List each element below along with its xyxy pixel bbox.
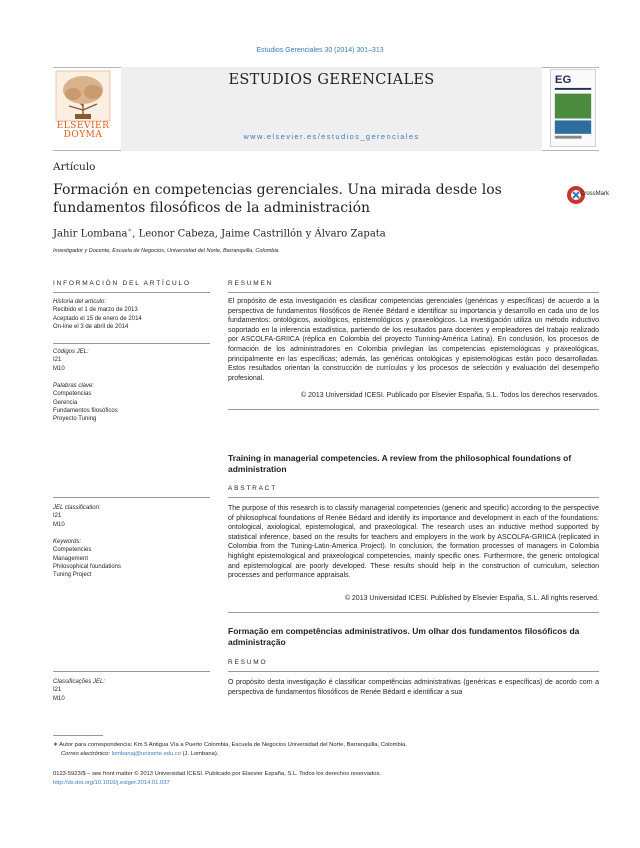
keywords-en <box>53 538 210 579</box>
history-received: Recibido el 1 de marzo de 2013 <box>53 307 138 314</box>
divider <box>53 497 210 498</box>
article-info-heading: INFORMACIÓN DEL ARTÍCULO <box>53 280 191 287</box>
resumen-text: El propósito de esta investigación es clasificar competencias gerenciales (genéricas y específicas) de acuerdo a la perspectiva de fundamentos filosóficos de Renée Bédard e identificar su importancia y desarrollo en cada uno de los fundamentos: ontológicos, axiológicos, epistemológicos y praxeológicos. La investigación utiliza un método inductivo soportado en la inferencia estadística, partiendo de los resultados para docentes y empleadores del trabajo realizado por ASCOLFA-GRIICA (réplica en Colombia del proyecto Tunning-América Latina). En conclusión, los procesos de formación de los administradores en Colombia privilegian las competencias epistemológicas y praxeológicas, principalmente en las específicas; además, las genéricas ontológicas y epistemológicas están poco desarrolladas. Estos resultados orientan la construcción de currículos y los procesos de selección y evaluación del desempeño profesional. <box>228 298 599 382</box>
email-label: Correo electrónico: <box>61 751 110 757</box>
jel-label: Códigos JEL: <box>53 349 89 355</box>
keyword: Competencias <box>53 391 92 398</box>
jel-codes-es <box>53 348 210 373</box>
abstract-copyright: © 2013 Universidad ICESI. Published by Elsevier España, S.L. All rights reserved. <box>344 595 599 602</box>
keyword: Tuning Project <box>53 572 92 579</box>
keyword: Proyecto Tuning <box>53 416 97 423</box>
divider <box>228 409 599 410</box>
keywords-label: Palabras clave: <box>53 383 95 389</box>
footnote-divider <box>53 735 103 736</box>
jel-code: I21 <box>53 687 62 694</box>
divider <box>228 292 599 293</box>
footnote-mark: ∗ <box>53 742 58 748</box>
jel-codes-pt <box>53 678 210 703</box>
history-online: On-line el 3 de abril de 2014 <box>53 323 129 330</box>
history-accepted: Aceptado el 15 de enero de 2014 <box>53 315 142 322</box>
jel-code: I21 <box>53 357 62 364</box>
portuguese-title: Formação em competências administrativos. Um olhar dos fundamentos filosóficos da administração <box>228 626 580 647</box>
abstract-heading: ABSTRACT <box>228 485 278 492</box>
jel-code: M10 <box>53 521 65 528</box>
keywords-es <box>53 382 210 423</box>
author-name[interactable]: Leonor Cabeza <box>138 228 215 240</box>
history-label: Historia del artículo: <box>53 299 107 305</box>
article-type: Artículo <box>53 161 96 173</box>
resumo-heading: RESUMO <box>228 659 268 666</box>
email-link[interactable]: lombanaj@uninorte.edu.co <box>111 751 181 757</box>
journal-cover-thumbnail[interactable] <box>550 69 596 147</box>
article-history <box>53 298 210 331</box>
keywords-label: Keywords: <box>53 539 82 545</box>
jel-code: I21 <box>53 513 62 520</box>
article-title: Formación en competencias gerenciales. Una mirada desde los fundamentos filosóficos de la administración <box>53 182 502 216</box>
resumen-heading: RESUMEN <box>228 280 274 287</box>
abstract-text: The purpose of this research is to classify managerial competencies (generic and specific) according to the perspective of philosophical foundations of Renée Bédard and identify its importance and development in each of the foundations: ontological, axiological, epistemological, and praxeological. The research uses an inductive method supported by statistical inference, based on the results for teachers and employers in the work by ASCOLFA-GRIICA (replicated in Colombia from the Tuning-Latin-America Project). In conclusion, the formation processes of managers in Colombia highlight epistemological and praxeological competencies, mainly specific ones. Furthermore, the generic ontological and epistemological are poorly developed. These results should help in the construction of curriculum, selection processes and performance appraisals. <box>228 505 599 580</box>
keyword: Philosophical foundations <box>53 563 122 570</box>
keyword: Gerencia <box>53 399 78 406</box>
author-list: Jahir Lombana∗, Leonor Cabeza, Jaime Castrillón y Álvaro Zapata <box>53 226 386 240</box>
jel-code: M10 <box>53 695 65 702</box>
resumo-text: O propósito desta investigação é classificar competências administrativas (genéricas e específicas) de acordo com a perspectiva de fundamentos filosóficos de Renée Bédard e identificar a sua <box>228 679 599 696</box>
publisher-logo-caption: ELSEVIER DOYMA <box>56 121 110 140</box>
crossmark-label[interactable]: CrossMark <box>580 191 610 197</box>
divider <box>53 671 210 672</box>
resumen-copyright: © 2013 Universidad ICESI. Publicado por Elsevier España, S.L. Todos los derechos reservados. <box>300 392 599 399</box>
doi-link[interactable]: http://dx.doi.org/10.1016/j.estger.2014.01.037 <box>53 780 170 786</box>
divider <box>228 612 599 613</box>
keyword: Competencies <box>53 547 92 554</box>
running-head[interactable]: Estudios Gerenciales 30 (2014) 301–313 <box>256 47 384 54</box>
divider <box>53 343 210 344</box>
divider <box>53 292 210 293</box>
jel-label: Classificações JEL: <box>53 679 106 685</box>
keyword: Fundamentos filosóficos <box>53 407 118 414</box>
jel-label: JEL classification: <box>53 505 101 511</box>
journal-url-link[interactable]: www.elsevier.es/estudios_gerenciales <box>243 132 420 141</box>
email-suffix: (J. Lombana). <box>182 751 219 757</box>
jel-code: M10 <box>53 365 65 372</box>
journal-title: ESTUDIOS GERENCIALES <box>228 72 435 88</box>
divider <box>228 497 599 498</box>
english-title: Training in managerial competencies. A review from the philosophical foundations of administration <box>228 453 572 474</box>
footnote <box>53 741 600 759</box>
author-name[interactable]: Jaime Castrillón y Álvaro Zapata <box>221 228 386 240</box>
author-name[interactable]: Jahir Lombana <box>53 228 128 240</box>
footnote-text: Autor para correspondencia: Km 5 Antigua Vía a Puerto Colombia, Escuela de Negocios Universidad del Norte, Barranquilla, Colombia. <box>59 742 407 748</box>
cover-label: EG <box>554 74 572 87</box>
divider <box>228 671 599 672</box>
issn-line: 0123-5923/$ – see front matter © 2013 Universidad ICESI. Publicado por Elsevier España, S.L. Todos los derechos reservados. <box>53 771 382 777</box>
jel-codes-en <box>53 504 210 529</box>
affiliation: Investigador y Docente, Escuela de Negocios, Universidad del Norte, Barranquilla, Colombia <box>53 248 279 254</box>
corresponding-author-mark[interactable]: ∗ <box>127 226 133 234</box>
keyword: Management <box>53 555 89 562</box>
